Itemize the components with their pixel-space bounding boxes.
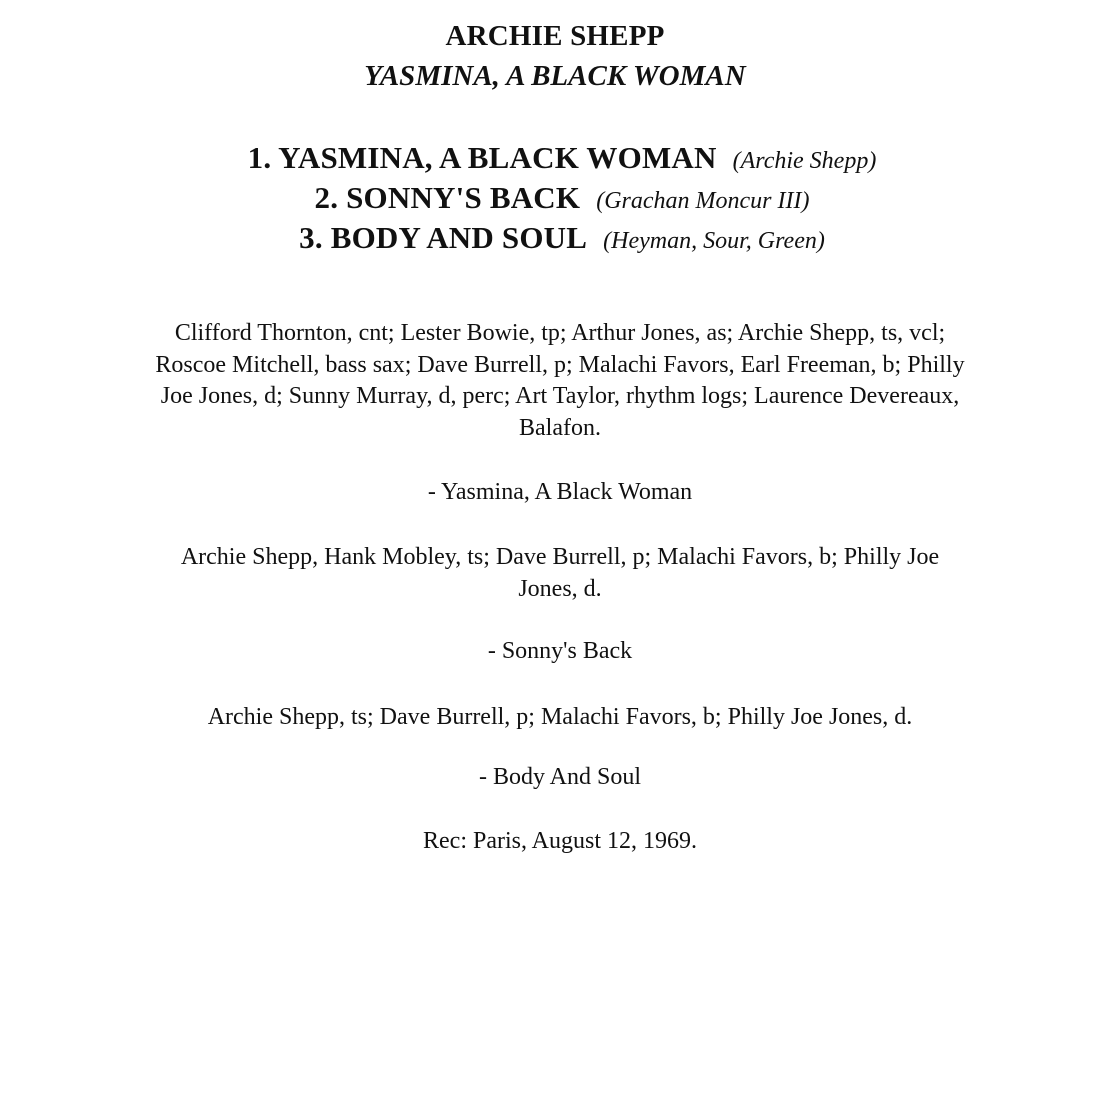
- personnel-line: Jones, d.: [518, 575, 602, 602]
- personnel-paragraph: [60, 542, 1060, 605]
- personnel-paragraph: [60, 702, 1060, 734]
- recording-info: Rec: Paris, August 12, 1969.: [423, 828, 697, 854]
- track-composer: (Heyman, Sour, Green): [603, 228, 825, 254]
- session-track-note: - Body And Soul: [478, 764, 642, 790]
- personnel-line: Archie Shepp, ts; Dave Burrell, p; Malachi Favors, b; Philly Joe Jones, d.: [207, 704, 913, 730]
- personnel-paragraph: [60, 318, 1060, 444]
- personnel-line: Clifford Thornton, cnt; Lester Bowie, tp; Arthur Jones, as; Archie Shepp, ts, vcl;: [174, 320, 946, 346]
- track-listing-item: [0, 180, 1110, 216]
- track-composer: (Grachan Moncur III): [596, 188, 810, 214]
- album-title: YASMINA, A BLACK WOMAN: [364, 60, 746, 92]
- track-composer: (Archie Shepp): [732, 148, 877, 174]
- track-listing-item: [0, 140, 1110, 176]
- session-track-note: - Sonny's Back: [487, 638, 633, 664]
- track-title: 3. BODY AND SOUL: [299, 220, 588, 255]
- artist-name: ARCHIE SHEPP: [445, 20, 665, 52]
- personnel-line: Joe Jones, d; Sunny Murray, d, perc; Art Taylor, rhythm logs; Laurence Devereaux,: [160, 383, 960, 409]
- session-track-note: - Yasmina, A Black Woman: [427, 479, 693, 505]
- track-listing-item: [0, 220, 1110, 256]
- track-title: 2. SONNY'S BACK: [314, 180, 581, 215]
- personnel-line: Balafon.: [519, 414, 601, 441]
- personnel-line: Archie Shepp, Hank Mobley, ts; Dave Burrell, p; Malachi Favors, b; Philly Joe: [180, 544, 940, 570]
- personnel-line: Roscoe Mitchell, bass sax; Dave Burrell, p; Malachi Favors, Earl Freeman, b; Philly: [155, 351, 965, 378]
- track-title: 1. YASMINA, A BLACK WOMAN: [247, 140, 717, 175]
